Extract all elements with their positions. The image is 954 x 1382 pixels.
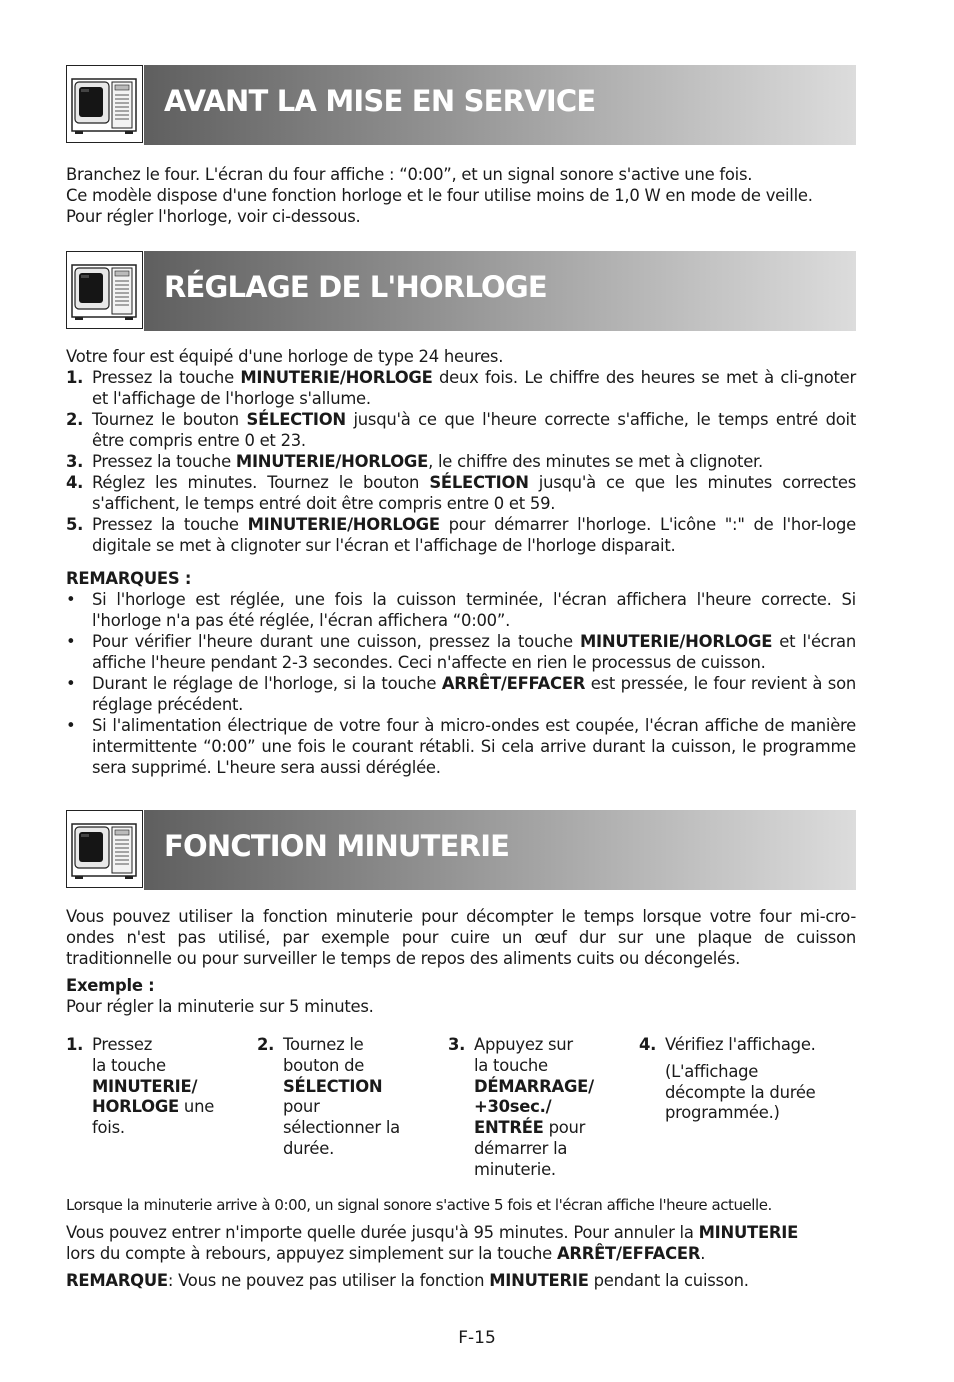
list-item (66, 451, 856, 472)
list-item (66, 409, 856, 451)
section-title: FONCTION MINUTERIE (164, 829, 510, 863)
remark-text: Durant le réglage de l'horloge, si la touche (92, 674, 442, 693)
remarks-list (66, 589, 856, 778)
step-text: deux fois. Le chiffre des heures se met à cli-gnoter et l'affichage de l'horloge s'allume. (92, 368, 856, 408)
remark-text: et l'écran affiche l'heure pendant 2-3 secondes. Ceci n'affecte en rien le processus de cuisson. (92, 632, 856, 672)
note-key: ARRÊT/EFFACER (556, 1244, 701, 1263)
timer-remark (66, 1270, 856, 1291)
clock-intro: Votre four est équipé d'une horloge de type 24 heures. (66, 347, 504, 366)
section-banner-minuterie (66, 810, 856, 890)
step-text: sélectionner la (283, 1118, 400, 1138)
step-text: Pressez la touche (92, 515, 248, 534)
step-text: minuterie. (474, 1159, 556, 1179)
remark-text: Si l'horloge est réglée, une fois la cuisson terminée, l'écran affichera l'heure correcte. Si l'horloge n'a pas été réglée, l'écran affichera “0:00”. (92, 590, 856, 630)
banner-bar (144, 810, 856, 890)
microwave-icon (66, 810, 143, 888)
step-text: jusqu'à ce que l'heure correcte s'affiche, le temps entré doit être compris entre 0 et 23. (92, 410, 857, 450)
step-text: (L'affichage (665, 1061, 759, 1081)
remark-text: est pressée, le four revient à son réglage précédent. (92, 674, 856, 714)
step-number: 1. (66, 1035, 84, 1054)
list-item (66, 367, 856, 409)
step-key: ENTRÉE (474, 1118, 544, 1138)
timer-intro-block (66, 906, 856, 1017)
remark-key: MINUTERIE (489, 1271, 589, 1290)
clock-section (66, 346, 856, 778)
step-text: Pressez (92, 1035, 153, 1054)
step-number: 3. (66, 452, 84, 471)
list-item: • Si l'alimentation électrique de votre four à micro-ondes est coupée, l'écran affiche de manière intermittente “0:00” une fois le courant rétabli. Si cela arrive durant la cuisson, le programme sera supprimé. L'heure sera aussi déréglée. (66, 716, 856, 777)
step-key: +30sec./ (474, 1097, 552, 1117)
list-item (66, 472, 856, 514)
step-number: 2. (66, 410, 84, 429)
remark-key: ARRÊT/EFFACER (441, 674, 586, 693)
step-number: 5. (66, 515, 84, 534)
step-text: Tournez le (283, 1035, 364, 1054)
cancel-note (66, 1222, 856, 1264)
remarks-heading: REMARQUES : (66, 569, 192, 588)
step-key: SÉLECTION (246, 410, 346, 429)
remark-text: Si l'alimentation électrique de votre four à micro-ondes est coupée, l'écran affiche de manière intermittente “0:00” une fois le courant rétabli. Si cela arrive durant la cuisson, le programme sera supprimé. L'heure sera aussi déréglée. (92, 716, 856, 777)
microwave-icon (66, 65, 143, 143)
intro-text (66, 164, 856, 227)
remark-key: MINUTERIE/HORLOGE (579, 632, 773, 651)
step-text: fois. (92, 1118, 125, 1138)
step-number: 1. (66, 368, 84, 387)
section-title: RÉGLAGE DE L'HORLOGE (164, 270, 547, 304)
clock-steps (66, 367, 856, 556)
note-key: MINUTERIE (698, 1223, 799, 1242)
step-text: démarrer la (474, 1138, 568, 1158)
remark-label: REMARQUE (66, 1271, 168, 1290)
banner-bar (144, 65, 856, 145)
timer-intro: Vous pouvez utiliser la fonction minuterie pour décompter le temps lorsque votre four mi-cro-ondes n'est pas utilisé, par exemple pour cuire un œuf dur sur une plaque de cuisson traditionnelle ou pour surveiller le temps de repos des aliments cuits ou décongelés. (66, 907, 856, 968)
step-key: SÉLECTION (283, 1076, 383, 1096)
step-text: Réglez les minutes. Tournez le bouton (92, 473, 430, 492)
intro-line: Branchez le four. L'écran du four affiche : “0:00”, et un signal sonore s'active une fois. (66, 165, 753, 184)
note-text: Vous pouvez entrer n'importe quelle durée jusqu'à 95 minutes. Pour annuler la (66, 1223, 699, 1242)
section-banner-horloge (66, 251, 856, 331)
step-text: , le chiffre des minutes se met à clignoter. (428, 452, 763, 471)
step-text: programmée.) (665, 1103, 780, 1123)
step-text: jusqu'à ce que les minutes correctes s'affichent, le temps entré doit être compris entre 0 et 59. (92, 473, 856, 513)
step-key: SÉLECTION (429, 473, 529, 492)
remark-text: pendant la cuisson. (588, 1271, 749, 1290)
example-heading: Exemple : (66, 976, 155, 995)
step-key: HORLOGE (92, 1097, 179, 1117)
intro-line: Pour régler l'horloge, voir ci-dessous. (66, 207, 361, 226)
step-text: durée. (283, 1138, 335, 1158)
step-text: pour démarrer l'horloge. L'icône ":" de l'hor-loge digitale se met à clignoter sur l'écran et l'affichage de l'horloge disparait. (92, 515, 856, 555)
step-text: la touche (92, 1055, 166, 1075)
step-text: bouton de (283, 1055, 365, 1075)
step-key: MINUTERIE/HORLOGE (240, 368, 433, 387)
step-text: pour (283, 1097, 320, 1117)
microwave-icon (66, 251, 143, 329)
section-title: AVANT LA MISE EN SERVICE (164, 84, 596, 118)
step-key: MINUTERIE/ (92, 1076, 198, 1096)
section-banner-avant (66, 65, 856, 145)
list-item: • Durant le réglage de l'horloge, si la touche ARRÊT/EFFACER est pressée, le four revient à son réglage précédent. (66, 674, 856, 714)
step-number: 4. (66, 473, 84, 492)
page-number: F-15 (458, 1328, 496, 1348)
step-text: Tournez le bouton (92, 410, 247, 429)
step-text: pour (543, 1118, 586, 1138)
timer-steps (66, 1035, 856, 1185)
list-item: • Pour vérifier l'heure durant une cuisson, pressez la touche MINUTERIE/HORLOGE et l'écran affiche l'heure pendant 2-3 secondes. Ceci n'affecte en rien le processus de cuisson. (66, 632, 856, 672)
step-text: Pressez la touche (92, 368, 241, 387)
step-number: 4. (639, 1035, 657, 1054)
step-key: MINUTERIE/HORLOGE (235, 452, 429, 471)
step-text: Appuyez sur (474, 1035, 573, 1054)
step-text: une (178, 1097, 215, 1117)
intro-line: Ce modèle dispose d'une fonction horloge et le four utilise moins de 1,0 W en mode de veille. (66, 186, 813, 205)
step-number: 2. (257, 1035, 275, 1054)
note-text: lors du compte à rebours, appuyez simplement sur la touche (66, 1244, 557, 1263)
remark-text: : Vous ne pouvez pas utiliser la fonction (167, 1271, 490, 1290)
example-text: Pour régler la minuterie sur 5 minutes. (66, 997, 374, 1016)
step-key: MINUTERIE/HORLOGE (247, 515, 440, 534)
step-number: 3. (448, 1035, 466, 1054)
remark-text: Pour vérifier l'heure durant une cuisson, pressez la touche (92, 632, 580, 651)
step-text: Vérifiez l'affichage. (665, 1035, 816, 1054)
step-key: DÉMARRAGE/ (474, 1076, 594, 1096)
banner-bar (144, 251, 856, 331)
list-item (66, 514, 856, 556)
list-item: • Si l'horloge est réglée, une fois la cuisson terminée, l'écran affichera l'heure correcte. Si l'horloge n'a pas été réglée, l'écran affichera “0:00”. (66, 590, 856, 630)
step-text: décompte la durée (665, 1082, 816, 1102)
step-text: la touche (474, 1055, 548, 1075)
note-text: . (700, 1244, 706, 1263)
end-note: Lorsque la minuterie arrive à 0:00, un signal sonore s'active 5 fois et l'écran affiche l'heure actuelle. (66, 1196, 772, 1214)
step-text: Pressez la touche (92, 452, 236, 471)
